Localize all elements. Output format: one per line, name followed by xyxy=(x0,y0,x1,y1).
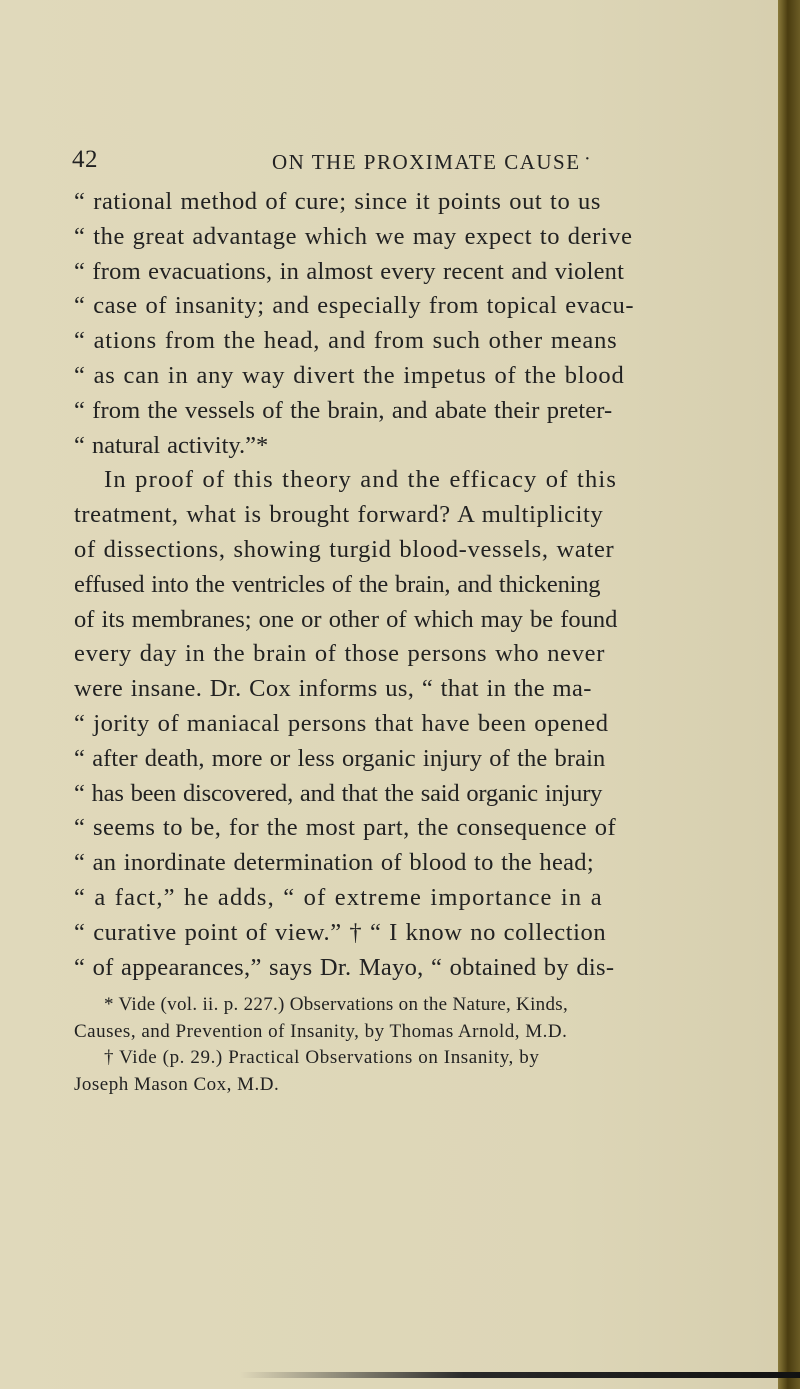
body-line: In proof of this theory and the efficacy of this xyxy=(104,466,618,494)
body-line: effused into the ventricles of the brain, and thickening xyxy=(74,570,601,598)
footnotes xyxy=(74,992,774,1098)
body-line: “ jority of maniacal persons that have been opened xyxy=(74,709,609,737)
body-line: “ as can in any way divert the impetus of the blood xyxy=(74,361,625,389)
body-line: “ a fact,” he adds, “ of extreme importance in a xyxy=(74,883,603,911)
body-line: “ ations from the head, and from such other means xyxy=(74,327,618,355)
body-line: “ case of insanity; and especially from topical evacu- xyxy=(74,292,635,320)
body-line: of dissections, showing turgid blood-vessels, water xyxy=(74,535,615,563)
running-head-mark: · xyxy=(584,148,591,170)
body-text xyxy=(74,185,774,985)
body-line: “ curative point of view.” † “ I know no collection xyxy=(74,918,607,946)
page-bottom-edge-shadow xyxy=(240,1372,800,1378)
body-line: “ of appearances,” says Dr. Mayo, “ obtained by dis- xyxy=(74,953,615,981)
body-line: every day in the brain of those persons who never xyxy=(74,640,606,668)
page-number: 42 xyxy=(72,146,98,173)
footnote-line: Joseph Mason Cox, M.D. xyxy=(74,1073,280,1095)
body-line: “ from the vessels of the brain, and abate their preter- xyxy=(74,396,613,424)
footnote-line: Causes, and Prevention of Insanity, by Thomas Arnold, M.D. xyxy=(74,1020,568,1042)
body-line: “ the great advantage which we may expect to derive xyxy=(74,222,633,250)
running-head: ON THE PROXIMATE CAUSE xyxy=(272,150,581,174)
body-line: “ has been discovered, and that the said organic injury xyxy=(74,779,603,807)
body-line: “ from evacuations, in almost every recent and violent xyxy=(74,257,625,285)
footnote-line: * Vide (vol. ii. p. 227.) Observations on the Nature, Kinds, xyxy=(104,994,568,1015)
body-line: “ after death, more or less organic injury of the brain xyxy=(74,744,606,772)
body-line: “ an inordinate determination of blood to the head; xyxy=(74,849,594,877)
body-line: “ rational method of cure; since it points out to us xyxy=(74,188,602,215)
book-spine-edge xyxy=(778,0,800,1389)
footnote-line: † Vide (p. 29.) Practical Observations on Insanity, by xyxy=(104,1047,540,1068)
page-header xyxy=(72,146,762,178)
body-line: “ seems to be, for the most part, the consequence of xyxy=(74,814,617,842)
body-line: of its membranes; one or other of which may be found xyxy=(74,605,618,633)
body-line: were insane. Dr. Cox informs us, “ that in the ma- xyxy=(74,675,592,703)
body-line: “ natural activity.”* xyxy=(74,431,269,459)
body-line: treatment, what is brought forward? A multiplicity xyxy=(74,501,604,529)
